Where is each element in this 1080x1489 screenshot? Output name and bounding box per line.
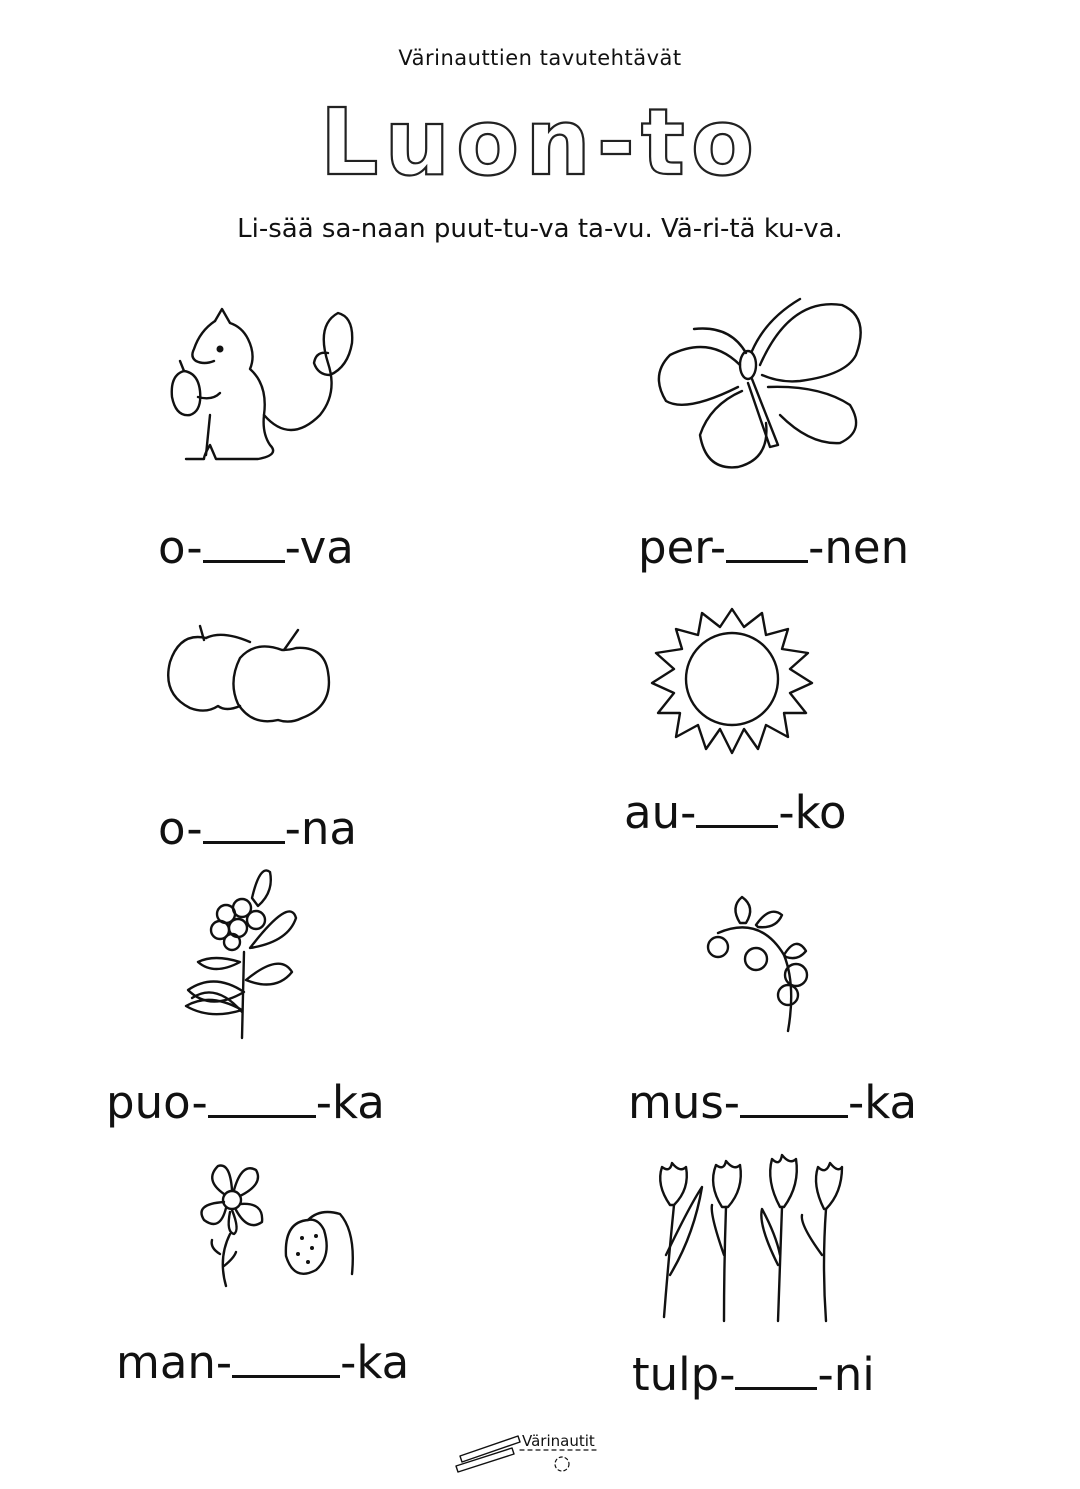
worksheet-title — [290, 90, 790, 190]
apples-icon — [160, 622, 340, 730]
word-prefix: per- — [638, 521, 727, 574]
word-prefix: o- — [158, 802, 203, 855]
word-prefix: au- — [624, 786, 697, 839]
word-suffix: -nen — [808, 521, 910, 574]
answer-blank[interactable] — [735, 1357, 817, 1390]
word-prefix: man- — [116, 1336, 233, 1389]
answer-blank[interactable] — [726, 530, 808, 563]
answer-blank[interactable] — [740, 1085, 848, 1118]
instruction-text: Li-sää sa-naan puut-tu-va ta-vu. Vä-ri-tä ku-va. — [237, 214, 843, 244]
answer-blank[interactable] — [696, 795, 778, 828]
word-suffix: -va — [284, 521, 354, 574]
title-text: Luon-to — [319, 90, 761, 190]
word-row-4 — [624, 786, 847, 839]
butterfly-icon — [650, 295, 870, 475]
word-row-6 — [628, 1076, 918, 1129]
word-prefix: o- — [158, 521, 203, 574]
word-row-7 — [116, 1336, 410, 1389]
answer-blank[interactable] — [203, 530, 285, 563]
word-row-2 — [638, 521, 910, 574]
tulips-icon — [650, 1145, 850, 1325]
word-row-3 — [158, 802, 357, 855]
sun-icon — [650, 605, 815, 753]
lingonberry-icon — [180, 862, 310, 1042]
answer-blank[interactable] — [208, 1085, 316, 1118]
word-prefix: puo- — [106, 1076, 208, 1129]
worksheet-subtitle: Värinauttien tavutehtävät — [398, 46, 682, 70]
word-suffix: -ka — [848, 1076, 918, 1129]
word-suffix: -ni — [817, 1348, 875, 1401]
word-row-1 — [158, 521, 354, 574]
word-row-8 — [632, 1348, 875, 1401]
logo-text: Värinautit — [522, 1432, 595, 1450]
word-prefix: tulp- — [632, 1348, 736, 1401]
squirrel-icon — [160, 305, 360, 470]
blueberry-icon — [700, 895, 830, 1035]
word-suffix: -ka — [340, 1336, 410, 1389]
strawberry-icon — [190, 1158, 360, 1288]
word-row-5 — [106, 1076, 385, 1129]
word-suffix: -ka — [315, 1076, 385, 1129]
answer-blank[interactable] — [203, 811, 285, 844]
word-suffix: -ko — [778, 786, 847, 839]
answer-blank[interactable] — [232, 1345, 340, 1378]
word-prefix: mus- — [628, 1076, 741, 1129]
word-suffix: -na — [284, 802, 357, 855]
